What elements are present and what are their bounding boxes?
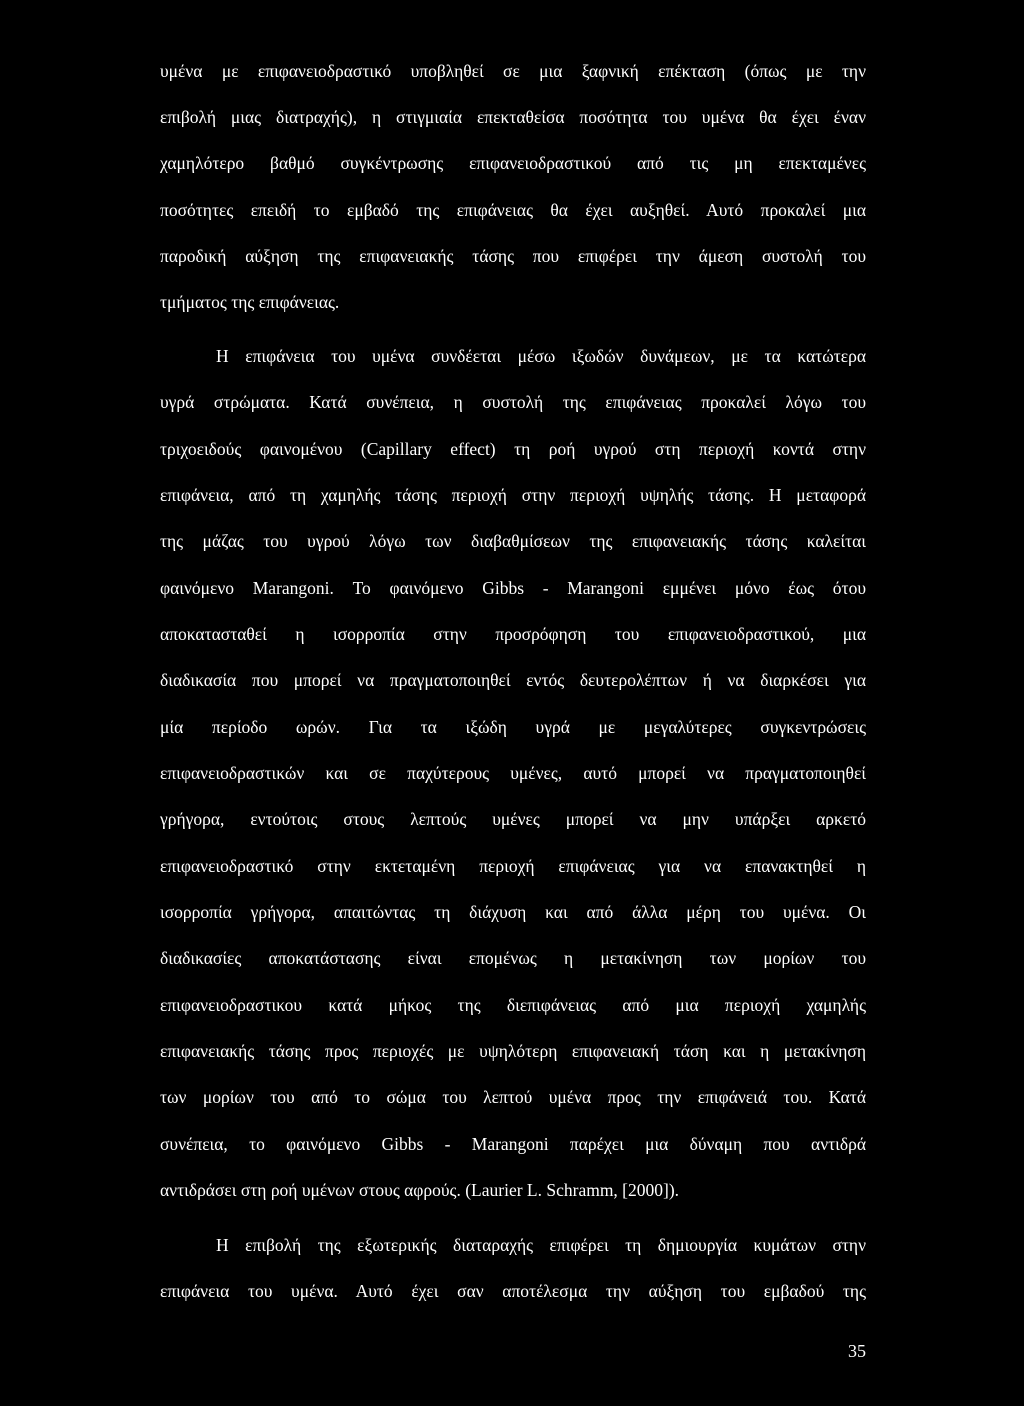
text-line: επιβολή μιας διατραχής), η στιγμιαία επεκταθείσα ποσότητα του υμένα θα έχει έναν	[160, 107, 866, 127]
text-line: ποσότητες επειδή το εμβαδό της επιφάνειας θα έχει αυξηθεί. Αυτό προκαλεί μια	[160, 200, 866, 220]
text-line: τμήματος της επιφάνειας.	[160, 292, 340, 312]
text-line: επιφανειοδραστικου κατά μήκος της διεπιφάνειας από μια περιοχή χαμηλής	[160, 995, 866, 1015]
text-line: υγρά στρώματα. Κατά συνέπεια, η συστολή της επιφάνειας προκαλεί λόγω του	[160, 392, 866, 412]
text-line: επιφανειοδραστικό στην εκτεταμένη περιοχή επιφάνειας για να επανακτηθεί η	[160, 856, 866, 876]
text-line: φαινόμενο Marangoni. Το φαινόμενο Gibbs - Marangoni εμμένει μόνο έως ότου	[160, 578, 866, 598]
text-line: ισορροπία γρήγορα, απαιτώντας τη διάχυση και από άλλα μέρη του υμένα. Οι	[160, 902, 866, 922]
text-line: επιφανειοδραστικών και σε παχύτερους υμένες, αυτό μπορεί να πραγματοποιηθεί	[160, 763, 866, 783]
text-line: Η επιφάνεια του υμένα συνδέεται μέσω ιξωδών δυνάμεων, με τα κατώτερα	[216, 346, 866, 366]
text-line: αποκατασταθεί η ισορροπία στην προσρόφηση του επιφανειοδραστικού, μια	[160, 624, 866, 644]
text-line: επιφάνεια, από τη χαμηλής τάσης περιοχή στην περιοχή υψηλής τάσης. Η μεταφορά	[160, 485, 866, 505]
text-line: αντιδράσει στη ροή υμένων στους αφρούς. (Laurier L. Schramm, [2000]).	[160, 1180, 680, 1200]
text-line: διαδικασίες αποκατάστασης είναι επομένως η μετακίνηση των μορίων του	[160, 948, 866, 968]
text-line: των μορίων του από το σώμα του λεπτού υμένα προς την επιφάνειά του. Κατά	[160, 1087, 866, 1107]
text-line: Η επιβολή της εξωτερικής διαταραχής επιφέρει τη δημιουργία κυμάτων στην	[216, 1235, 866, 1255]
text-line: παροδική αύξηση της επιφανειακής τάσης που επιφέρει την άμεση συστολή του	[160, 246, 866, 266]
text-line: διαδικασία που μπορεί να πραγματοποιηθεί εντός δευτερολέπτων ή να διαρκέσει για	[160, 670, 866, 690]
page-number: 35	[848, 1341, 866, 1361]
text-line: της μάζας του υγρού λόγω των διαβαθμίσεων της επιφανειακής τάσης καλείται	[160, 531, 866, 551]
text-line: μία περίοδο ωρών. Για τα ιξώδη υγρά με μεγαλύτερες συγκεντρώσεις	[160, 717, 866, 737]
text-line: τριχοειδούς φαινομένου (Capillary effect) τη ροή υγρού στη περιοχή κοντά στην	[160, 439, 866, 459]
text-line: χαμηλότερο βαθμό συγκέντρωσης επιφανειοδραστικού από τις μη επεκταμένες	[160, 153, 866, 173]
text-line: επιφάνεια του υμένα. Αυτό έχει σαν αποτέλεσμα την αύξηση του εμβαδού της	[160, 1281, 866, 1301]
text-line: γρήγορα, εντούτοις στους λεπτούς υμένες μπορεί να μην υπάρξει αρκετό	[160, 809, 866, 829]
text-line: υμένα με επιφανειοδραστικό υποβληθεί σε μια ξαφνική επέκταση (όπως με την	[160, 61, 866, 81]
text-line: επιφανειακής τάσης προς περιοχές με υψηλότερη επιφανειακή τάση και η μετακίνηση	[160, 1041, 866, 1061]
text-line: συνέπεια, το φαινόμενο Gibbs - Marangoni παρέχει μια δύναμη που αντιδρά	[160, 1134, 866, 1154]
